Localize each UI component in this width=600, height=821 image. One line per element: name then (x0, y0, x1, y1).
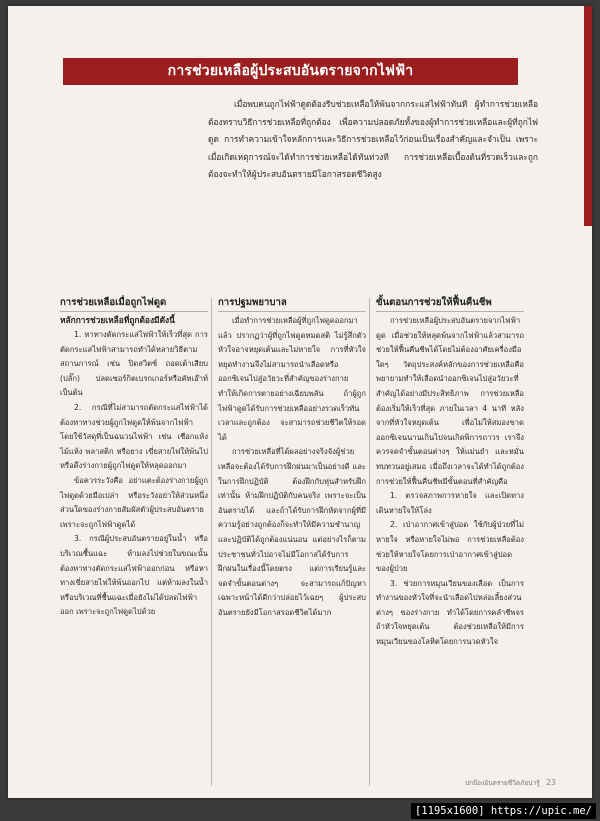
paragraph: 2. เป่าอากาศเข้าสู่ปอด ใช้กับผู้ป่วยที่ไม่หายใจ หรือหายใจไม่พอ การช่วยเหลือต้องช่วยให้หายใจโดยการเป่าอากาศเข้าสู่ปอดของผู้ป่วย (376, 520, 524, 574)
column-heading: การปฐมพยาบาล (218, 296, 366, 312)
column-first-aid (218, 296, 366, 620)
column-heading: ขั้นตอนการช่วยให้ฟื้นคืนชีพ (376, 296, 524, 312)
paragraph: 1. ตรวจสภาพการหายใจ และเปิดทางเดินหายใจให้โล่ง (376, 491, 524, 515)
magazine-page (8, 6, 592, 798)
intro-paragraph (208, 96, 538, 184)
paragraph: การช่วยเหลือผู้ประสบอันตรายจากไฟฟ้าดูด เมื่อช่วยให้หลุดพ้นจากไฟฟ้าแล้วสามารถช่วยให้ฟื้นคืนชีพได้โดยไม่ต้องอาศัยเครื่องมือใดๆ วัตถุประสงค์หลักของการช่วยเหลือคือ พยายามทำให้เลือดนำออกซิเจนไปสู่อวัยวะที่สำคัญได้อย่างมีประสิทธิภาพ การช่วยเหลือต้องเริ่มให้เร็วที่สุด ภายในเวลา 4 นาที หลังจากที่หัวใจหยุดเต้น เพื่อไม่ให้สมองขาดออกซิเจนนานเกินไปจนเกิดพิการถาวร เราจึงควรจดจำขั้นตอนต่างๆ ให้แม่นยำ และหมั่นทบทวนอยู่เสมอ เมื่อถึงเวลาจะได้ทำได้ถูกต้อง การช่วยให้ฟื้นคืนชีพมีขั้นตอนที่สำคัญคือ (376, 316, 524, 486)
article-title: การช่วยเหลือผู้ประสบอันตรายจากไฟฟ้า (167, 63, 414, 79)
caution-paragraph: ข้อควรระวังคือ อย่าแตะต้องร่างกายผู้ถูกไฟดูดด้วยมือเปล่า หรือระวังอย่าให้ส่วนหนึ่งส่วนใดของร่างกายสัมผัสตัวผู้ประสบอันตราย เพราะจะถูกไฟฟ้าดูดได้ (60, 475, 208, 529)
paragraph: เมื่อทำการช่วยเหลือผู้ที่ถูกไฟดูดออกมาแล้ว ปรากฏว่าผู้ที่ถูกไฟดูดหมดสติ ไม่รู้สึกตัว หัวใจอาจหยุดเต้นและไม่หายใจ การที่หัวใจหยุดทำงานจึงไม่สามารถนำเลือดหรือออกซิเจนไปสู่อวัยวะที่สำคัญของร่างกาย ทำให้เกิดการตายอย่างเฉียบพลัน ถ้าผู้ถูกไฟฟ้าดูดได้รับการช่วยเหลืออย่างรวดเร็วทันเวลาและถูกต้อง จะสามารถช่วยชีวิตให้รอดได้ (218, 316, 366, 442)
paragraph: การช่วยเหลือที่ได้ผลอย่างจริงจังผู้ช่วยเหลือจะต้องได้รับการฝึกฝนมาเป็นอย่างดี และในการฝึกปฏิบัติ ต้องฝึกกับหุ่นสำหรับฝึกเท่านั้น ห้ามฝึกปฏิบัติกับคนจริง เพราะจะเป็นอันตรายได้ และถ้าได้รับการฝึกหัดจากผู้ที่มีความรู้อย่างถูกต้องก็จะทำให้มีความชำนาญและปฏิบัติได้ถูกต้องแน่นอน แต่อย่างไรก็ตาม ประชาชนทั่วไปอาจไม่มีโอกาสได้รับการฝึกฝนในเรื่องนี้โดยตรง แต่การเรียนรู้และจดจำขั้นตอนต่างๆ จะสามารถแก้ปัญหาเฉพาะหน้าได้ดีกว่าปล่อยไว้เฉยๆ ผู้ประสบอันตรายยังมีโอกาสรอดชีวิตได้มาก (218, 447, 366, 617)
image-watermark: [1195x1600] https://upic.me/ (411, 803, 596, 819)
page-footer (465, 778, 556, 788)
footer-text: ปกป้องอันตรายชีวิตภัยน่ารู้ (464, 779, 540, 787)
column-heading: การช่วยเหลือเมื่อถูกไฟดูด (60, 296, 208, 312)
section-tab (584, 6, 592, 226)
column-divider-1 (211, 298, 212, 786)
paragraph: 3. ช่วยการหมุนเวียนของเลือด เป็นการทำงานของหัวใจที่จะนำเลือดไปหล่อเลี้ยงส่วนต่างๆ ของร่างกาย ทำได้โดยการคลำชีพจร ถ้าหัวใจหยุดเต้น ต้องช่วยเหลือให้มีการหมุนเวียนของโลหิตโดยการนวดหัวใจ (376, 578, 524, 647)
page-number: 23 (545, 778, 556, 787)
article-title-banner (63, 58, 518, 85)
column-resuscitation-steps (376, 296, 524, 650)
intro-text: เมื่อพบคนถูกไฟฟ้าดูดต้องรีบช่วยเหลือให้พ้นจากกระแสไฟฟ้าทันที ผู้ทำการช่วยเหลือต้องทราบวิธีการช่วยเหลือที่ถูกต้อง เพื่อความปลอดภัยทั้งของผู้ทำการช่วยเหลือและผู้ที่ถูกไฟดูด การทำความเข้าใจหลักการและวิธีการช่วยเหลือไว้ก่อนเป็นเรื่องสำคัญและจำเป็น เพราะเมื่อเกิดเหตุการณ์จะได้ทำการช่วยเหลือได้ทันท่วงที การช่วยเหลือเบื้องต้นที่รวดเร็วและถูกต้องจะทำให้ผู้ประสบอันตรายมีโอกาสรอดชีวิตสูง (208, 99, 538, 179)
paragraph: 2. กรณีที่ไม่สามารถตัดกระแสไฟฟ้าได้ ต้องหาทางช่วยผู้ถูกไฟดูดให้พ้นจากไฟฟ้า โดยใช้วัสดุที่เป็นฉนวนไฟฟ้า เช่น เชือกแห้ง ไม้แห้ง พลาสติก หรือยาง เขี่ยสายไฟให้พ้นไป หรือดึงร่างกายผู้ถูกไฟดูดให้หลุดออกมา (60, 402, 208, 471)
column-divider-2 (369, 298, 370, 786)
paragraph: 3. กรณีผู้ประสบอันตรายอยู่ในน้ำ หรือบริเวณชื้นแฉะ ห้ามลงไปช่วยในขณะนั้น ต้องหาทางตัดกระแสไฟฟ้าออกก่อน หรือหาทางเขี่ยสายไฟให้พ้นออกไป แต่ห้ามลงในน้ำหรือบริเวณที่ชื้นแฉะเมื่อยังไม่ได้ปลดไฟฟ้าออก เพราะจะถูกไฟดูดไปด้วย (60, 534, 208, 617)
paragraph: 1. หาทางตัดกระแสไฟฟ้าให้เร็วที่สุด การตัดกระแสไฟฟ้าสามารถทำได้หลายวิธีตามสถานการณ์ เช่น ปิดสวิตช์ ถอดเต้าเสียบ (ปลั๊ก) ปลดเซอร์กิตเบรกเกอร์หรือคัทเอ๊าท์ เป็นต้น (60, 330, 208, 398)
column-electric-shock-help (60, 296, 208, 620)
column-subheading: หลักการช่วยเหลือที่ถูกต้องมีดังนี้ (60, 315, 175, 325)
